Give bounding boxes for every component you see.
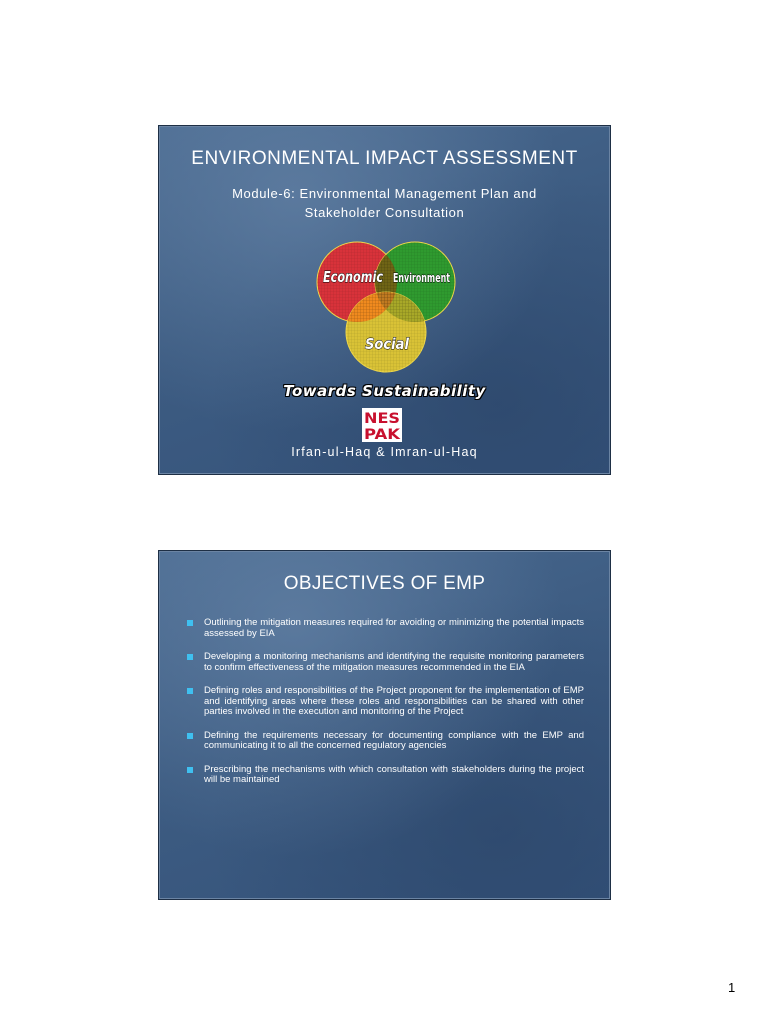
economic-label: Economic [323, 268, 384, 286]
page-number: 1 [728, 980, 736, 995]
bullet-square-icon [187, 688, 193, 694]
list-item: Defining the requirements necessary for documenting compliance with the EMP and communicating it to all the concerned regulatory agencies [187, 731, 584, 752]
slide-1 [158, 125, 611, 475]
list-item: Outlining the mitigation measures required for avoiding or minimizing the potential impacts assessed by EIA [187, 618, 584, 639]
bullet-square-icon [187, 733, 193, 739]
tagline: Towards Sustainability [283, 382, 486, 400]
environment-label: Environment [393, 271, 451, 285]
slide-2-title: OBJECTIVES OF EMP [283, 573, 486, 594]
sustainability-venn-diagram [309, 234, 460, 374]
bullet-square-icon [187, 620, 193, 626]
list-item: Developing a monitoring mechanisms and identifying the requisite monitoring parameters to confirm effectiveness of the mitigation measures recommended in the EIA [187, 652, 584, 673]
svg-text:PAK: PAK [364, 427, 402, 443]
objectives-list [187, 618, 584, 799]
social-label: Social [365, 335, 410, 353]
slide-1-subtitle: Module-6: Environmental Management Plan and Stakeholder Consultation [232, 186, 537, 220]
nespak-logo [362, 408, 402, 442]
list-item: Defining roles and responsibilities of the Project proponent for the implementation of EMP and identifying areas where these roles and responsibilities can be shared with other parties involved in the execution and monitoring of the Project [187, 686, 584, 718]
bullet-square-icon [187, 767, 193, 773]
authors: Irfan-ul-Haq & Imran-ul-Haq [291, 445, 478, 459]
bullet-square-icon [187, 654, 193, 660]
slide-2 [158, 550, 611, 900]
list-item: Prescribing the mechanisms with which consultation with stakeholders during the project will be maintained [187, 765, 584, 786]
svg-text:NES: NES [364, 411, 400, 427]
slide-1-title: ENVIRONMENTAL IMPACT ASSESSMENT [191, 148, 578, 169]
